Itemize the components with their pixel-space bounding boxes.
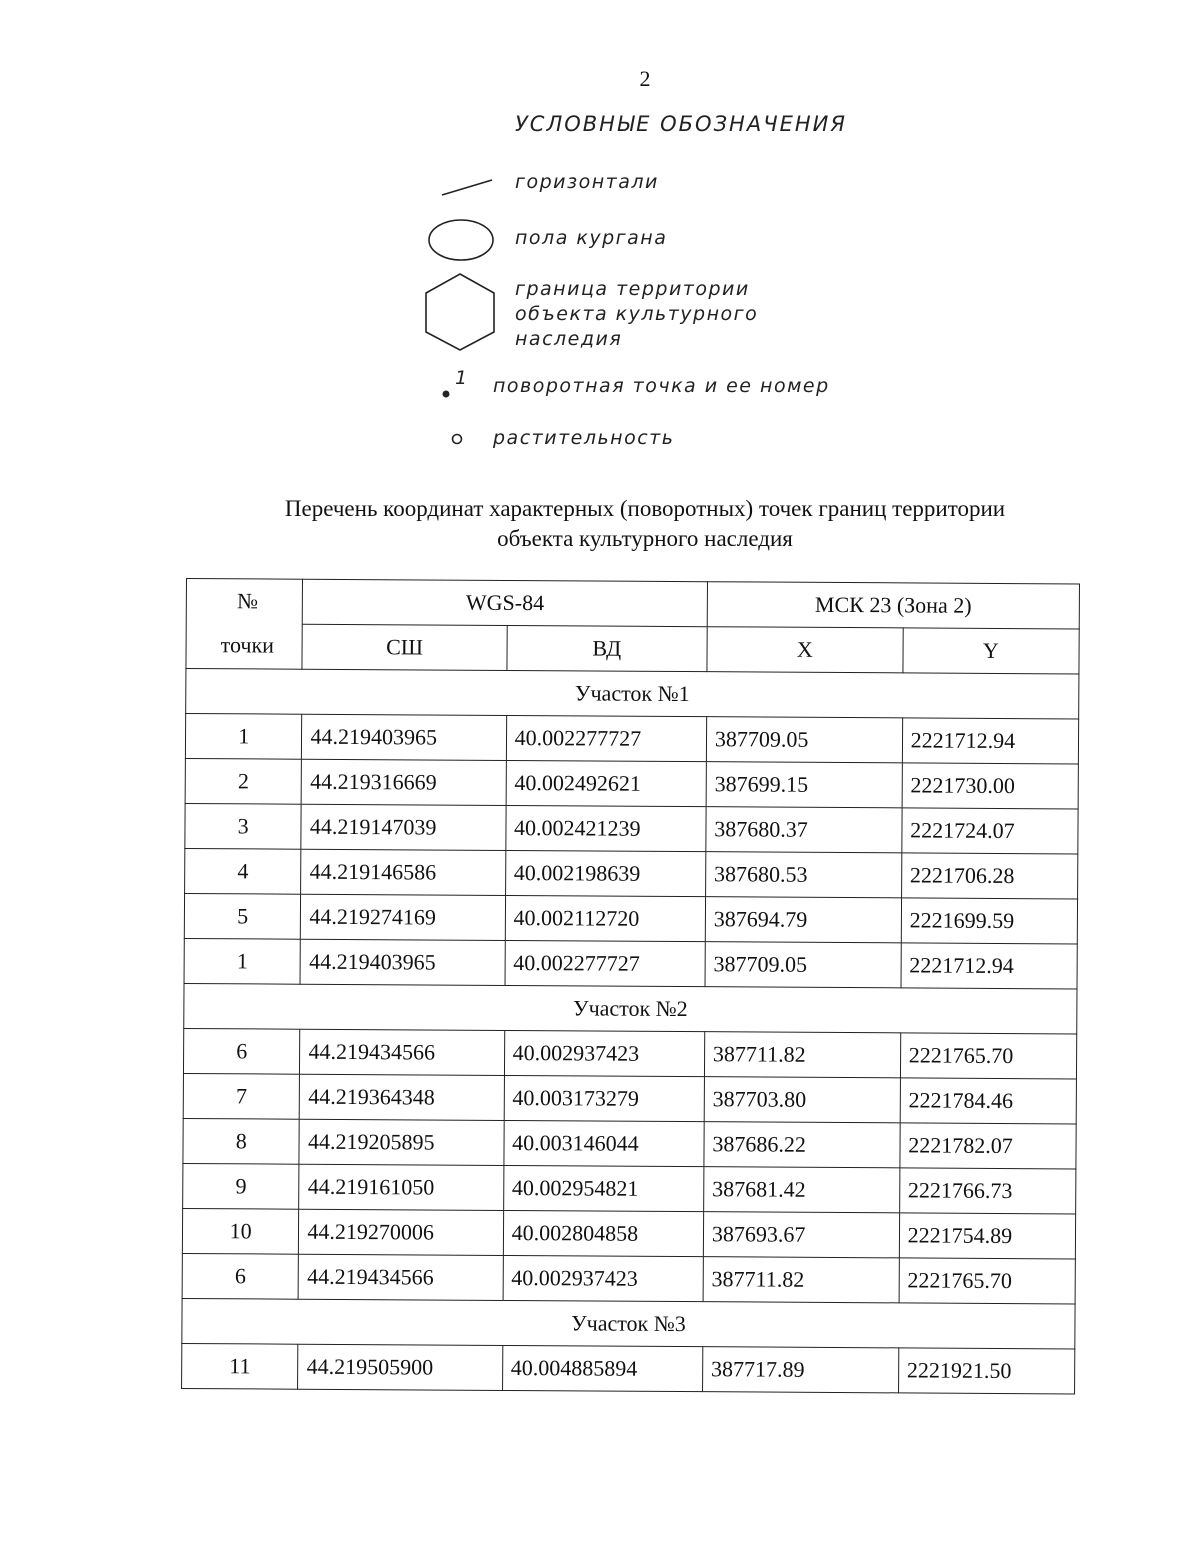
longitude-cell: 40.002492621 <box>506 760 707 806</box>
point-number-cell: 7 <box>183 1073 300 1119</box>
x-cell: 387681.42 <box>703 1167 899 1213</box>
longitude-cell: 40.002804858 <box>503 1210 704 1256</box>
x-cell: 387709.05 <box>706 717 902 763</box>
x-cell: 387703.80 <box>704 1077 900 1123</box>
latitude-cell: 44.219434566 <box>299 1254 503 1300</box>
y-cell: 2221712.94 <box>902 718 1079 764</box>
section-title: Участок №3 <box>182 1298 1075 1348</box>
header-row-bottom <box>186 624 1079 674</box>
y-cell: 2221754.89 <box>899 1213 1076 1259</box>
page-number: 2 <box>639 66 651 91</box>
latitude-header: СШ <box>302 624 506 670</box>
y-cell: 2221706.28 <box>901 853 1078 899</box>
section-title: Участок №2 <box>184 983 1077 1033</box>
table-row <box>185 714 1078 764</box>
x-cell: 387711.82 <box>704 1032 900 1078</box>
latitude-cell: 44.219505900 <box>298 1344 502 1390</box>
y-cell: 2221724.07 <box>902 808 1079 854</box>
latitude-cell: 44.219316669 <box>302 759 506 805</box>
point-number-cell: 8 <box>183 1118 300 1164</box>
y-cell: 2221712.94 <box>901 943 1078 989</box>
point-number-cell: 6 <box>182 1253 299 1299</box>
point-number-cell: 11 <box>182 1343 299 1389</box>
point-number-cell: 2 <box>185 758 302 804</box>
y-cell: 2221766.73 <box>899 1168 1076 1214</box>
table-row <box>185 758 1078 808</box>
y-cell: 2221921.50 <box>898 1348 1075 1394</box>
latitude-cell: 44.219146586 <box>301 849 505 895</box>
x-cell: 387699.15 <box>706 762 902 808</box>
contour-line-icon <box>438 174 498 200</box>
longitude-cell: 40.002277727 <box>505 940 706 986</box>
section-title: Участок №1 <box>186 669 1079 719</box>
latitude-cell: 44.219364348 <box>300 1074 504 1120</box>
latitude-cell: 44.219274169 <box>301 894 505 940</box>
table-row <box>185 848 1078 898</box>
legend-label-turning-point: поворотная точка и ее номер <box>493 375 830 397</box>
table-row <box>182 1253 1075 1303</box>
header-row-top <box>186 579 1079 629</box>
x-cell: 387680.37 <box>706 807 902 853</box>
latitude-cell: 44.219161050 <box>299 1164 503 1210</box>
ellipse-icon <box>424 215 500 265</box>
table-row <box>182 1208 1075 1258</box>
latitude-cell: 44.219434566 <box>300 1029 504 1075</box>
hexagon-icon <box>418 270 502 354</box>
y-cell: 2221765.70 <box>899 1258 1076 1304</box>
table-row <box>184 893 1077 943</box>
table-row <box>183 1163 1076 1213</box>
x-cell: 387694.79 <box>705 897 901 943</box>
y-cell: 2221784.46 <box>900 1078 1077 1124</box>
msk23-header: МСК 23 (Зона 2) <box>707 582 1079 629</box>
longitude-cell: 40.002954821 <box>503 1165 704 1211</box>
circle-icon <box>448 430 466 448</box>
legend-title: УСЛОВНЫЕ ОБОЗНАЧЕНИЯ <box>515 112 847 136</box>
point-number-cell: 5 <box>184 893 301 939</box>
legend-label-vegetation: растительность <box>493 427 675 449</box>
latitude-cell: 44.219147039 <box>301 804 505 850</box>
x-cell: 387717.89 <box>702 1347 898 1393</box>
x-cell: 387709.05 <box>705 942 901 988</box>
latitude-cell: 44.219205895 <box>299 1119 503 1165</box>
point-number-header: № точки <box>186 579 303 670</box>
coordinates-table <box>181 578 1080 1394</box>
longitude-header: ВД <box>507 625 708 671</box>
x-cell: 387680.53 <box>705 852 901 898</box>
longitude-cell: 40.003146044 <box>504 1120 705 1166</box>
y-cell: 2221699.59 <box>901 898 1078 944</box>
longitude-cell: 40.002277727 <box>506 715 707 761</box>
latitude-cell: 44.219403965 <box>302 714 506 760</box>
table-row <box>183 1118 1076 1168</box>
table-row <box>184 938 1077 988</box>
table-row <box>185 803 1078 853</box>
longitude-cell: 40.002937423 <box>503 1255 704 1301</box>
latitude-cell: 44.219270006 <box>299 1209 503 1255</box>
table-row <box>182 1343 1075 1393</box>
legend-label-barrow-floor: пола кургана <box>515 227 668 249</box>
section-row <box>182 1298 1075 1348</box>
latitude-cell: 44.219403965 <box>300 939 504 985</box>
y-cell: 2221730.00 <box>902 763 1079 809</box>
point-number-cell: 1 <box>185 714 302 760</box>
longitude-cell: 40.002421239 <box>505 805 706 851</box>
legend-label-territory-boundary: граница территории объекта культурного наследия <box>515 278 759 350</box>
point-number-cell: 10 <box>182 1208 299 1254</box>
point-number-cell: 1 <box>184 938 301 984</box>
point-number-cell: 9 <box>183 1163 300 1209</box>
point-icon <box>438 386 454 402</box>
x-cell: 387693.67 <box>703 1212 899 1258</box>
longitude-cell: 40.003173279 <box>504 1075 705 1121</box>
x-header: X <box>707 627 903 673</box>
point-number-cell: 3 <box>185 803 302 849</box>
table-title: Перечень координат характерных (поворотных) точек границ территории объекта культурного наследия <box>284 496 1006 551</box>
point-marker-label: 1 <box>455 367 469 389</box>
table-row <box>183 1028 1076 1078</box>
y-cell: 2221765.70 <box>900 1033 1077 1079</box>
longitude-cell: 40.002937423 <box>504 1030 705 1076</box>
legend-label-contours: горизонтали <box>515 171 659 193</box>
point-number-cell: 4 <box>185 848 302 894</box>
y-cell: 2221782.07 <box>900 1123 1077 1169</box>
table-row <box>183 1073 1076 1123</box>
longitude-cell: 40.002112720 <box>505 895 706 941</box>
x-cell: 387686.22 <box>704 1122 900 1168</box>
longitude-cell: 40.004885894 <box>502 1345 703 1391</box>
longitude-cell: 40.002198639 <box>505 850 706 896</box>
section-row <box>186 669 1079 719</box>
y-header: Y <box>903 628 1080 674</box>
wgs84-header: WGS-84 <box>303 579 708 626</box>
point-number-cell: 6 <box>183 1028 300 1074</box>
x-cell: 387711.82 <box>703 1257 899 1303</box>
section-row <box>184 983 1077 1033</box>
